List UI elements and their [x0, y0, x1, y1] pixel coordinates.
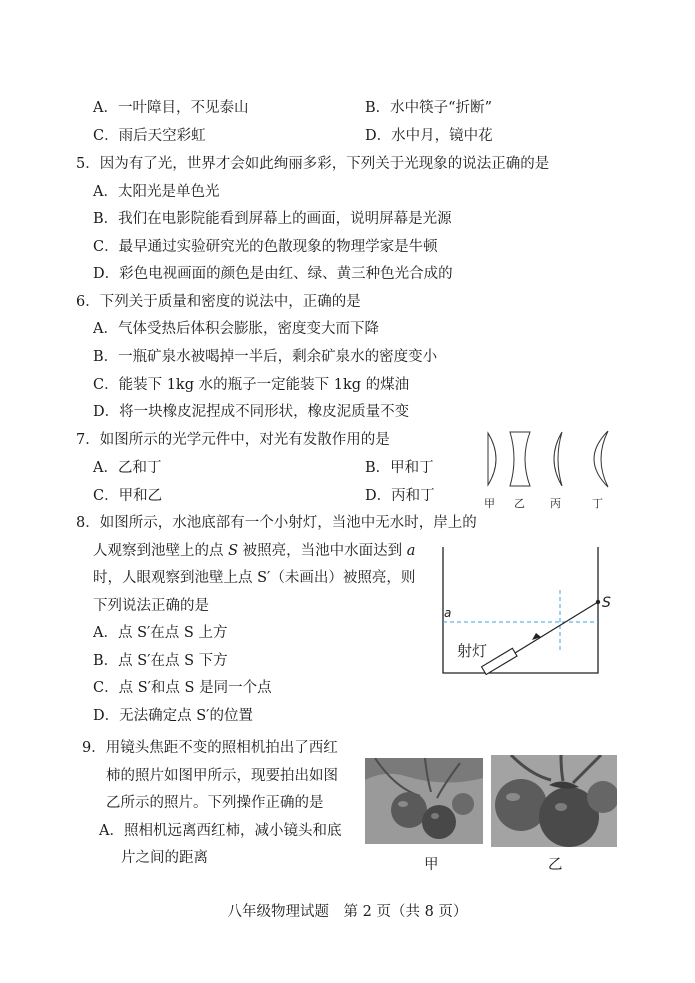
q8-point-s: S: [228, 543, 239, 559]
q8-option-c: C．点 S′和点 S 是同一个点: [93, 680, 272, 696]
q9-option-a-line1: A．照相机远离西红柿，减小镜头和底: [99, 823, 342, 839]
q9-stem-line3: 乙所示的照片。下列操作正确的是: [106, 795, 324, 811]
fig-label-s: S: [602, 595, 611, 611]
q8-stem-line3: 时，人眼观察到池壁上点 S′（未画出）被照亮，则: [93, 570, 416, 586]
q6-option-b: B．一瓶矿泉水被喝掉一半后，剩余矿泉水的密度变小: [93, 349, 438, 365]
q7-option-a: A．乙和丁: [93, 460, 162, 476]
fig-label-lamp: 射灯: [457, 642, 488, 660]
q8-stem-line2: [93, 542, 415, 560]
q4-option-d: D．水中月，镜中花: [365, 128, 493, 144]
q7-stem: 7．如图所示的光学元件中，对光有发散作用的是: [76, 432, 390, 448]
light-ray: [515, 602, 598, 653]
lens-figure: [470, 425, 640, 515]
q9-option-a-line2: 片之间的距离: [121, 850, 208, 866]
photo-caption-jia: 甲: [424, 857, 439, 873]
lens-label-jia: 甲: [484, 497, 495, 510]
q6-option-c: C．能装下 1kg 水的瓶子一定能装下 1kg 的煤油: [93, 377, 410, 393]
q7-option-d: D．丙和丁: [365, 488, 435, 504]
q6-option-d: D．将一块橡皮泥捏成不同形状，橡皮泥质量不变: [93, 404, 410, 420]
q6-stem: 6．下列关于质量和密度的说法中，正确的是: [76, 294, 361, 310]
q4-option-a: A．一叶障目，不见泰山: [93, 100, 249, 116]
q8-option-b: B．点 S′在点 S 下方: [93, 653, 228, 669]
point-s-dot: [596, 600, 600, 604]
q9-stem-line2: 柿的照片如图甲所示，现要拍出如图: [106, 768, 338, 784]
tomato-photo-jia: [365, 758, 483, 844]
lens-label-yi: 乙: [514, 497, 525, 510]
q5-stem: 5．因为有了光，世界才会如此绚丽多彩，下列关于光现象的说法正确的是: [76, 156, 550, 172]
photo-caption-yi: 乙: [548, 857, 563, 873]
lens-label-ding: 丁: [592, 497, 603, 510]
q4-option-c: C．雨后天空彩虹: [93, 128, 206, 144]
q8-option-a: A．点 S′在点 S 上方: [93, 625, 228, 641]
fig-label-a: a: [444, 606, 452, 620]
q4-option-b: B．水中筷子“折断”: [365, 100, 492, 116]
lens-bing-icon: [554, 432, 562, 486]
q8-level-a: a: [406, 543, 416, 559]
q8-stem-line2b: 被照亮，当池中水面达到: [238, 543, 407, 559]
lens-ding-icon: [594, 431, 608, 487]
q5-option-c: C．最早通过实验研究光的色散现象的物理学家是牛顿: [93, 239, 438, 255]
pool-figure: [435, 545, 625, 680]
q8-option-d: D．无法确定点 S′的位置: [93, 708, 253, 724]
q8-stem-line1: 8．如图所示，水池底部有一个小射灯，当池中无水时，岸上的: [76, 515, 477, 531]
q8-stem-line4: 下列说法正确的是: [93, 598, 209, 614]
tomato-photo-yi: [491, 755, 617, 847]
q7-option-c: C．甲和乙: [93, 488, 163, 504]
lens-jia-icon: [488, 433, 496, 485]
page-footer: 八年级物理试题 第 2 页（共 8 页）: [227, 904, 468, 920]
q5-option-a: A．太阳光是单色光: [93, 184, 220, 200]
q5-option-b: B．我们在电影院能看到屏幕上的画面，说明屏幕是光源: [93, 211, 452, 227]
lens-label-bing: 丙: [550, 497, 561, 510]
lens-yi-icon: [510, 432, 530, 486]
q6-option-a: A．气体受热后体积会膨胀，密度变大而下降: [93, 321, 379, 337]
q7-option-b: B．甲和丁: [365, 460, 434, 476]
q9-stem-line1: 9．用镜头焦距不变的照相机拍出了西红: [82, 740, 338, 756]
ray-arrow-icon: [532, 633, 541, 640]
q8-stem-line2a: 人观察到池壁上的点: [93, 543, 229, 559]
q5-option-d: D．彩色电视画面的颜色是由红、绿、黄三种色光合成的: [93, 266, 453, 282]
